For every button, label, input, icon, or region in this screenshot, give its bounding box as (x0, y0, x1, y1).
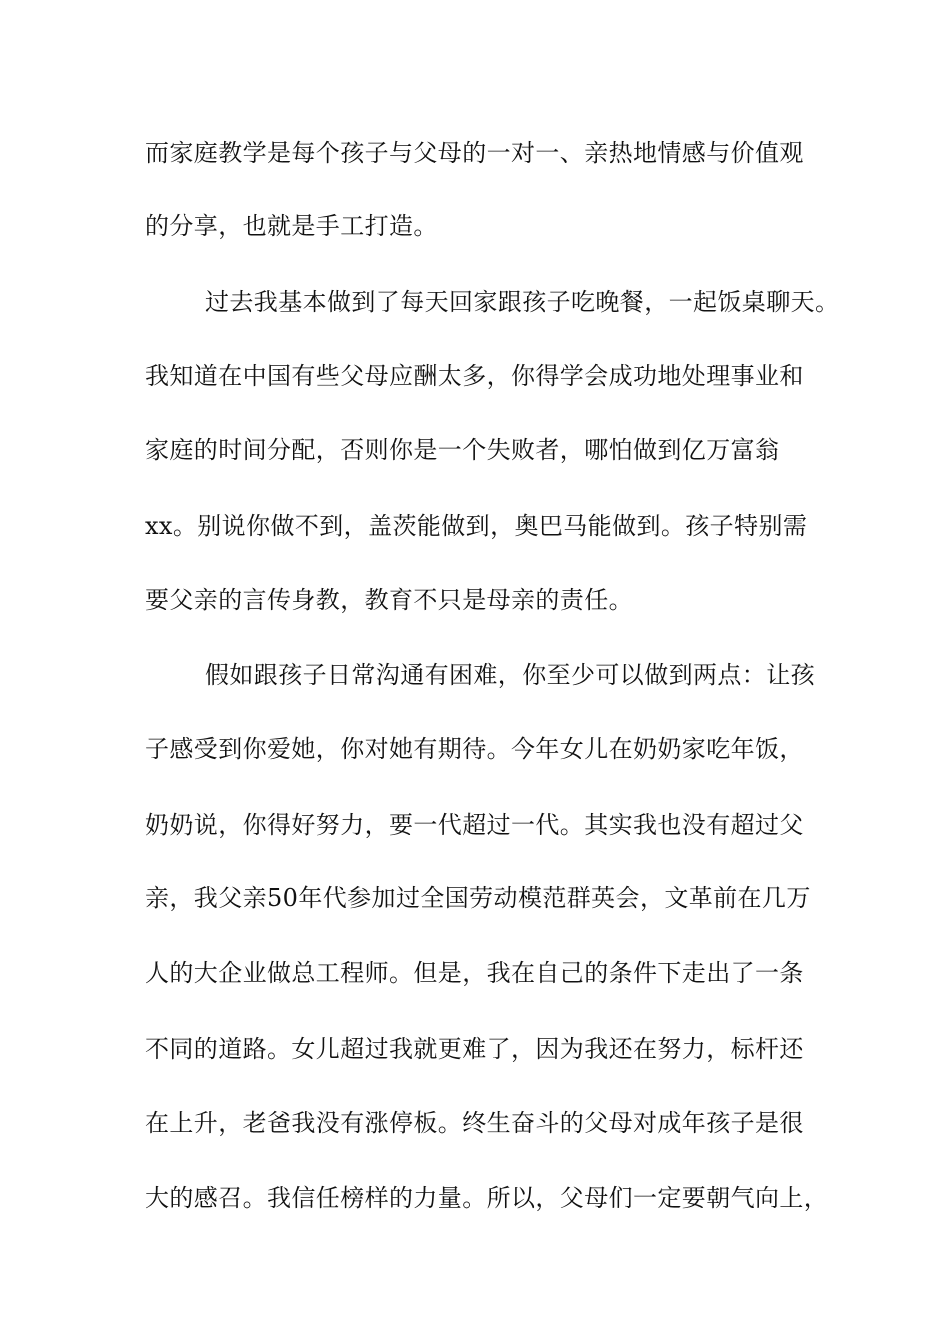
text-line: 子感受到你爱她，你对她有期待。今年女儿在奶奶家吃年饭， (145, 735, 804, 763)
text-line: 奶奶说，你得好努力，要一代超过一代。其实我也没有超过父 (145, 811, 804, 839)
text-line: 的分享，也就是手工打造。 (145, 212, 438, 240)
text-line: 而家庭教学是每个孩子与父母的一对一、亲热地情感与价值观 (145, 139, 804, 167)
text-line: 家庭的时间分配，否则你是一个失败者，哪怕做到亿万富翁 (145, 436, 780, 464)
paragraph-start-line: 过去我基本做到了每天回家跟孩子吃晚餐，一起饭桌聊天。 (205, 288, 840, 316)
text-line: 我知道在中国有些父母应酬太多，你得学会成功地处理事业和 (145, 362, 804, 390)
text-line: 人的大企业做总工程师。但是，我在自己的条件下走出了一条 (145, 959, 804, 987)
text-line: 在上升，老爸我没有涨停板。终生奋斗的父母对成年孩子是很 (145, 1109, 804, 1137)
paragraph-start-line: 假如跟孩子日常沟通有困难，你至少可以做到两点：让孩 (205, 661, 815, 689)
text-line: 大的感召。我信任榜样的力量。所以，父母们一定要朝气向上， (145, 1184, 829, 1212)
text-line: 要父亲的言传身教，教育不只是母亲的责任。 (145, 586, 633, 614)
text-line: 亲，我父亲50年代参加过全国劳动模范群英会，文革前在几万 (145, 884, 811, 912)
text-line: 不同的道路。女儿超过我就更难了，因为我还在努力，标杆还 (145, 1035, 804, 1063)
text-line: xx。别说你做不到，盖茨能做到，奥巴马能做到。孩子特别需 (145, 512, 808, 540)
